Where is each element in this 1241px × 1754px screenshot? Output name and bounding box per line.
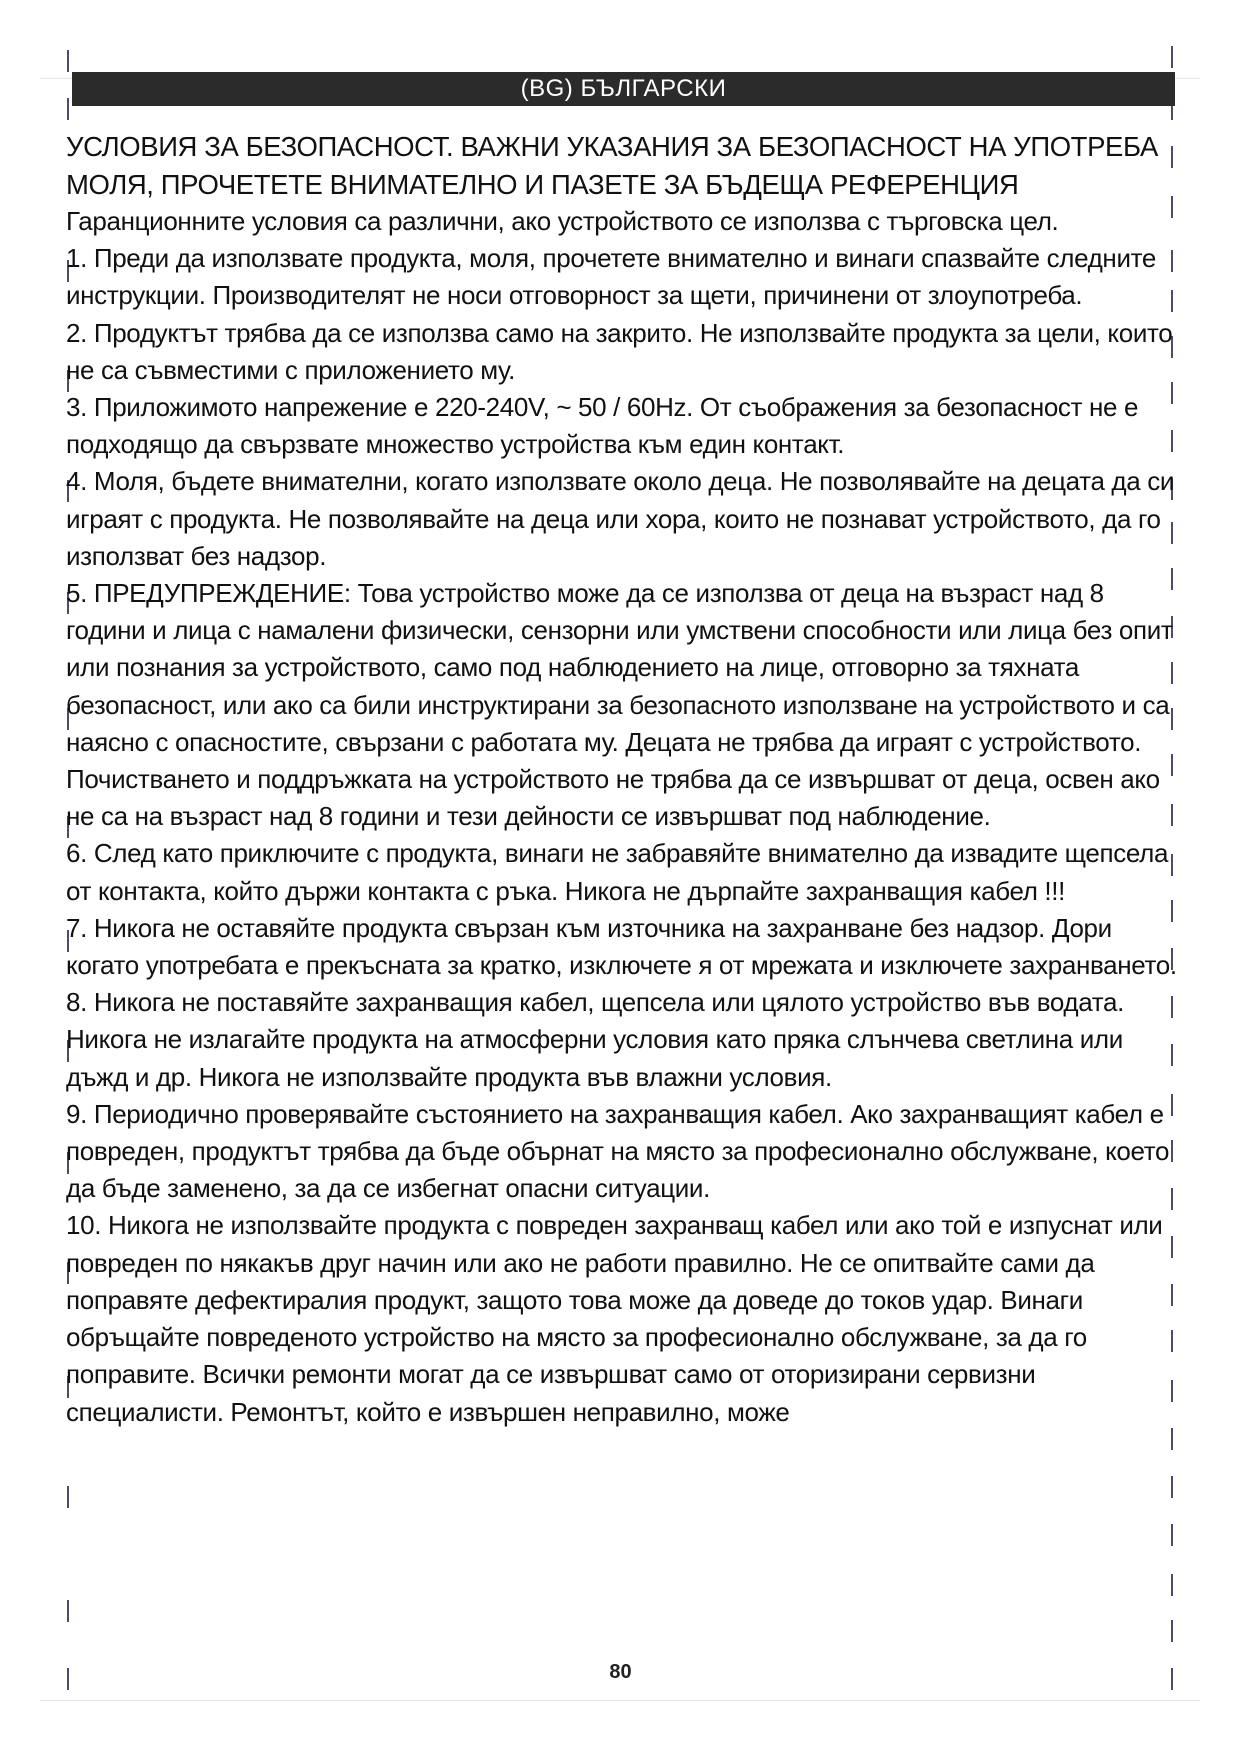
- right-margin-tick: [1171, 1476, 1173, 1498]
- instruction-item-1: 1. Преди да използвате продукта, моля, прочетете внимателно и винаги спазвайте следните инструкции. Производителят не носи отговорност за щети, причинени от злоупотреба.: [66, 243, 1156, 311]
- instruction-item-10: 10. Никога не използвайте продукта с повреден захранващ кабел или ако той е изпуснат или повреден по някакъв друг начин или ако не работи правилно. Не се опитвайте сами да поправяте дефектиралия продукт, защото това може да доведе до токов удар. Винаги обръщайте повреденото устройство на място за професионално обслужване, за да го поправите. Всички ремонти могат да се извършват само от оторизирани сервизни специалисти. Ремонтът, който е извършен неправилно, може: [66, 1210, 1163, 1427]
- right-margin-tick: [1171, 1620, 1173, 1642]
- left-margin-tick: [67, 50, 69, 72]
- right-margin-tick: [1171, 1574, 1173, 1596]
- instruction-item-5: 5. ПРЕДУПРЕЖДЕНИЕ: Това устройство може да се използва от деца на възраст над 8 години и лица с намалени физически, сензорни или умствени способности или лица без опит или познания за устройството, само под наблюдението на лице, отговорно за тяхната безопасност, или ако са били инструктирани за безопасното използване на устройството и са наясно с опасностите, свързани с работата му. Децата не трябва да играят с устройството. Почистването и поддръжката на устройството не трябва да се извършват от деца, освен ако не са на възраст над 8 години и тези дейности се извършват под наблюдение.: [66, 578, 1173, 832]
- right-margin-tick: [1171, 1524, 1173, 1546]
- left-margin-tick: [67, 98, 69, 120]
- instruction-item-7: 7. Никога не оставяйте продукта свързан към източника на захранване без надзор. Дори когато употребата е прекъсната за кратко, изключете я от мрежата и изключете захранването.: [66, 912, 1177, 981]
- left-margin-tick: [67, 1486, 69, 1508]
- instruction-item-6: 6. След като приключите с продукта, винаги не забравяйте внимателно да извадите щепсела от контакта, който държи контакта с ръка. Никога не дърпайте захранващия кабел !!!: [66, 838, 1169, 906]
- page-number: 80: [609, 1661, 632, 1683]
- crop-line-bottom: [40, 1700, 1200, 1701]
- instruction-item-2: 2. Продуктът трябва да се използва само на закрито. Не използвайте продукта за цели, които не са съвместими с приложението му.: [66, 317, 1173, 385]
- safety-instructions-body: [66, 128, 1178, 1431]
- safety-title: УСЛОВИЯ ЗА БЕЗОПАСНОСТ. ВАЖНИ УКАЗАНИЯ ЗА БЕЗОПАСНОСТ НА УПОТРЕБА: [66, 131, 1158, 162]
- safety-subtitle: МОЛЯ, ПРОЧЕТЕТЕ ВНИМАТЕЛНО И ПАЗЕТЕ ЗА БЪДЕЩА РЕФЕРЕНЦИЯ: [66, 168, 1019, 200]
- right-margin-tick: [1171, 46, 1173, 68]
- instruction-item-8: 8. Никога не поставяйте захранващия кабел, щепсела или цялото устройство във водата. Никога не излагайте продукта на атмосферни условия като пряка слънчева светлина или дъжд и др. Никога не използвайте продукта във влажни условия.: [66, 987, 1125, 1092]
- language-header-bar: [72, 72, 1175, 106]
- instruction-item-3: 3. Приложимото напрежение е 220-240V, ~ 50 / 60Hz. От съображения за безопасност не е подходящо да свързвате множество устройства към един контакт.: [66, 392, 1139, 460]
- right-margin-tick: [1171, 1428, 1173, 1450]
- instruction-item-9: 9. Периодично проверявайте състоянието на захранващия кабел. Ако захранващият кабел е повреден, продуктът трябва да бъде обърнат на място за професионално обслужване, което да бъде заменено, за да се избегнат опасни ситуации.: [66, 1098, 1170, 1204]
- language-label: (BG) БЪЛГАРСКИ: [520, 75, 727, 102]
- warranty-note: Гаранционните условия са различни, ако устройството се използва с търговска цел.: [66, 206, 1059, 236]
- left-margin-tick: [67, 1600, 69, 1622]
- safety-title-block: [66, 128, 1178, 203]
- instruction-item-4: 4. Моля, бъдете внимателни, когато използвате около деца. Не позволявайте на децата да си играят с продукта. Не позволявайте на деца или хора, които не познават устройството, да го използват без надзор.: [66, 466, 1175, 571]
